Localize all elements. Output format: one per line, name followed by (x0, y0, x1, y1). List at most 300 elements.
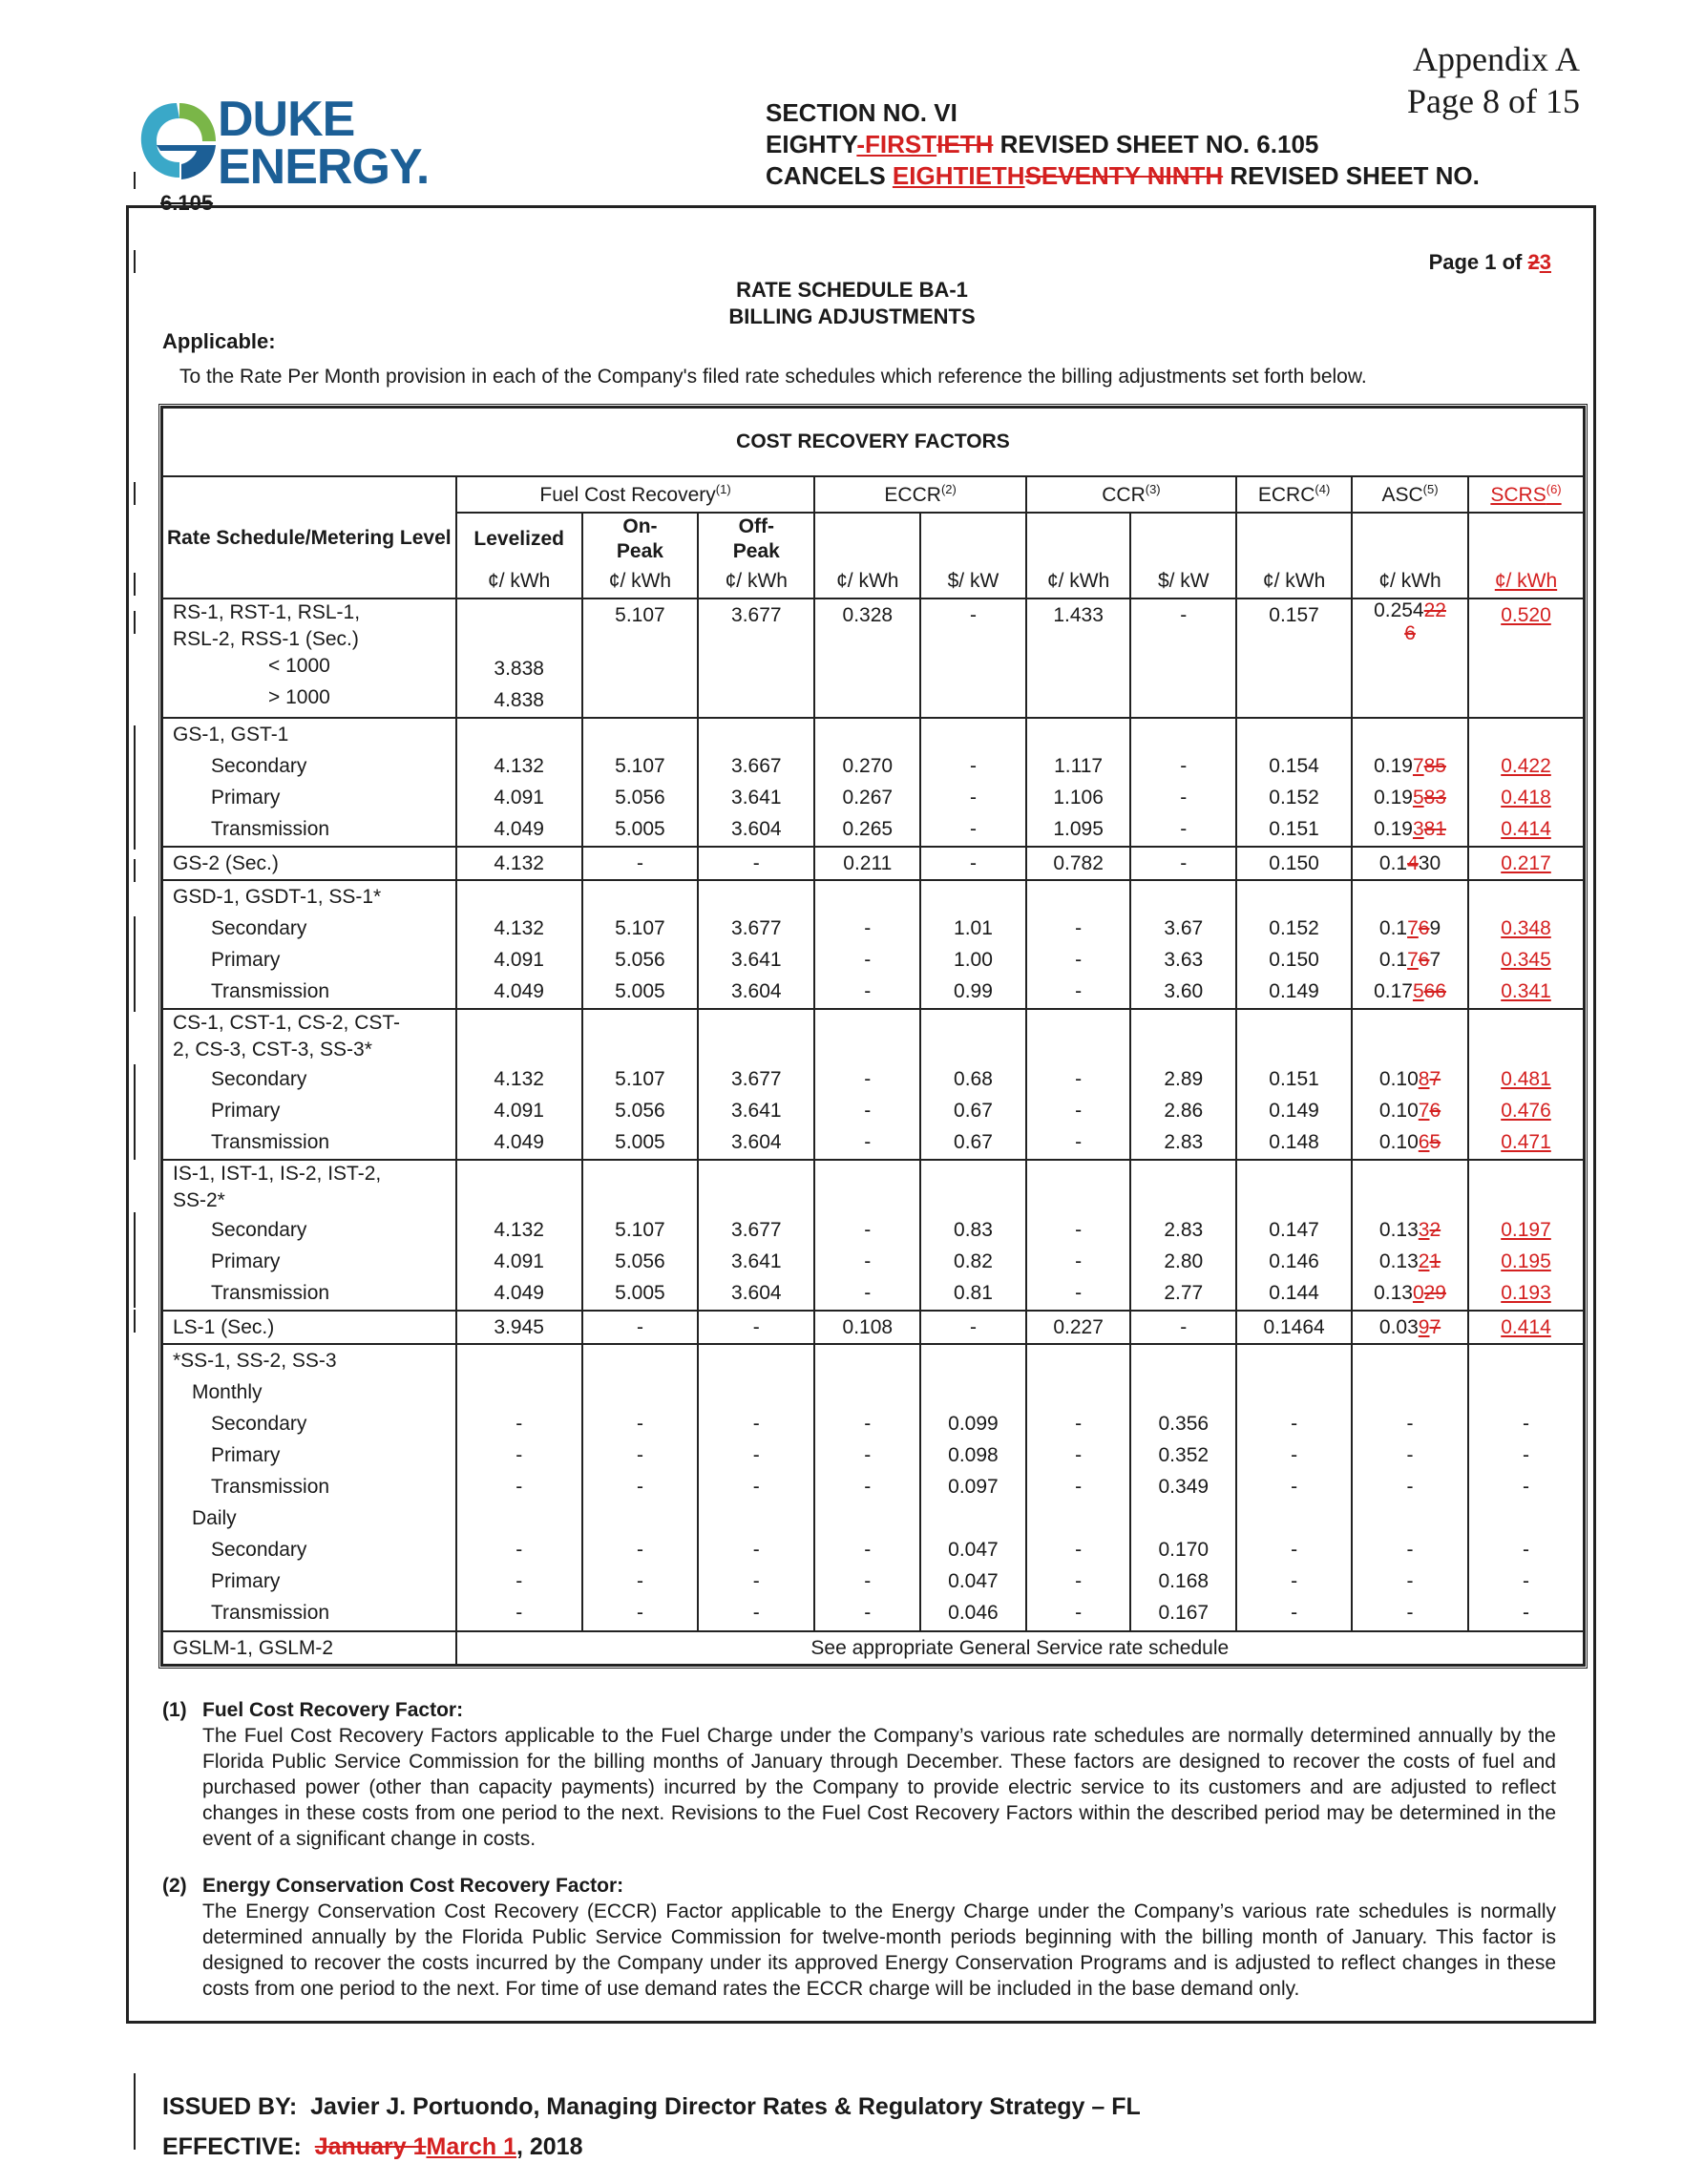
page-insert: 3 (1539, 250, 1551, 274)
asc-base: 0.19 (1374, 754, 1413, 777)
ss-dash: - (515, 1569, 523, 1592)
is-ccr-kw: 2.80 (1164, 1250, 1204, 1272)
gs1-ccr: 1.106 (1053, 786, 1104, 808)
gsd-asc (1353, 944, 1467, 976)
gs1-on: 5.005 (615, 817, 665, 840)
ss-dash: - (636, 1601, 643, 1624)
cancels-sheet (766, 160, 1480, 192)
fuel-sup: (1) (715, 482, 731, 496)
unit-eccr-kwh: ¢/ kWh (814, 564, 920, 598)
asc-ins: 7 (1418, 1099, 1430, 1122)
fuel-header (456, 476, 815, 513)
cs-lev: 4.091 (494, 1099, 544, 1122)
applicable-label: Applicable: (162, 329, 276, 353)
ss-dash: - (1406, 1475, 1414, 1498)
cs-off: 3.677 (731, 1067, 782, 1090)
cs-ccr: - (1075, 1130, 1083, 1153)
ls-off: - (752, 1315, 760, 1338)
cs-eccr-kw: 0.68 (954, 1067, 993, 1090)
ss-dash: - (1523, 1569, 1529, 1592)
appendix-title: Appendix A (1413, 40, 1580, 78)
gs1-eccr-kw: - (969, 754, 977, 777)
gsd-scrs: 0.348 (1501, 916, 1551, 939)
ss-dash: - (1075, 1601, 1083, 1624)
ss-dash: - (1523, 1538, 1529, 1561)
asc-base: 0.10 (1378, 1067, 1419, 1090)
eccr-sup: (2) (940, 482, 957, 496)
gs1-ccr-kw: - (1180, 817, 1188, 840)
gs1-ecrc: 0.152 (1269, 786, 1319, 808)
unit-ecrc: ¢/ kWh (1236, 564, 1352, 598)
gs1-ccr: 1.117 (1054, 754, 1104, 777)
gsd-secondary-label: Secondary (211, 916, 307, 939)
gs1-ccr-kw: - (1180, 754, 1188, 777)
asc-del: 7 (1429, 1315, 1441, 1338)
asc-del: 85 (1423, 754, 1446, 777)
ss-dash: - (1523, 1475, 1529, 1498)
gs1-primary-label: Primary (211, 786, 281, 808)
on-peak-header: On-Peak (582, 513, 698, 564)
scrs-header-text: SCRS (1490, 484, 1546, 506)
cs-asc (1353, 1095, 1467, 1126)
ss-eccr-kw: 0.047 (948, 1569, 999, 1592)
is-ccr: - (1075, 1250, 1083, 1272)
page-delete: 2 (1527, 250, 1540, 274)
issued-block (162, 2087, 1141, 2167)
ccr-sup: (3) (1145, 482, 1161, 496)
ss-dash: - (1406, 1443, 1414, 1466)
is-on: 5.107 (615, 1218, 665, 1241)
asc-del: 6 (1429, 1099, 1441, 1122)
asc-ins: 3 (1412, 817, 1424, 840)
gs1-ecrc: 0.154 (1269, 754, 1319, 777)
eccr-header (814, 476, 1025, 513)
schedule-title (0, 277, 1704, 330)
fuel-header-text: Fuel Cost Recovery (539, 484, 716, 506)
is-transmission-label: Transmission (211, 1281, 330, 1304)
ccr-header-text: CCR (1102, 484, 1146, 506)
ls-asc (1353, 1312, 1467, 1343)
ss-label: *SS-1, SS-2, SS-3 (173, 1349, 337, 1372)
ss-dash: - (1523, 1601, 1529, 1624)
ecrc-header-text: ECRC (1257, 484, 1315, 506)
is-ccr-kw: 2.83 (1164, 1218, 1204, 1241)
is-ccr: - (1075, 1218, 1083, 1241)
gs2-eccr-kw: - (969, 851, 977, 874)
ss-dash: - (1291, 1412, 1298, 1435)
is-asc (1353, 1214, 1467, 1246)
asc-del: 81 (1423, 817, 1446, 840)
gsd-eccr: - (864, 916, 872, 939)
gsd-lev: 4.049 (494, 979, 544, 1002)
off-peak-header: Off-Peak (698, 513, 814, 564)
gs2-ecrc: 0.150 (1269, 851, 1319, 874)
ss-dash: - (864, 1412, 872, 1435)
is-scrs: 0.195 (1501, 1250, 1551, 1272)
scrs-sup: (6) (1546, 482, 1562, 496)
gs2-ccr-kw: - (1180, 851, 1188, 874)
asc-del: 6 (1418, 916, 1430, 939)
cs-ecrc: 0.151 (1269, 1067, 1319, 1090)
footnote-title: Energy Conservation Cost Recovery Factor: (202, 1875, 624, 1897)
asc-del: 2 (1429, 1218, 1441, 1241)
rs-asc-del2: 6 (1404, 622, 1416, 644)
footnote-title: Fuel Cost Recovery Factor: (202, 1699, 464, 1721)
cs-asc (1353, 1063, 1467, 1095)
cs-lev: 4.132 (494, 1067, 544, 1090)
cs-on: 5.056 (615, 1099, 665, 1122)
asc-del: 5 (1429, 1130, 1441, 1153)
cs-label-2: 2, CS-3, CST-3, SS-3* (173, 1038, 372, 1060)
ss-daily-primary: Primary (211, 1569, 281, 1592)
is-ccr-kw: 2.77 (1164, 1281, 1204, 1304)
cs-eccr: - (864, 1099, 872, 1122)
rs-asc-del: 22 (1423, 599, 1446, 621)
is-eccr: - (864, 1250, 872, 1272)
table-title: COST RECOVERY FACTORS (162, 408, 1584, 476)
is-group (162, 1160, 1584, 1311)
issued-by (162, 2087, 1141, 2127)
gs2-asc (1353, 848, 1467, 879)
ss-eccr-kw: 0.097 (948, 1475, 999, 1498)
is-ccr: - (1075, 1281, 1083, 1304)
footnote-number: (2) (162, 1875, 187, 1897)
cancels-suffix: REVISED SHEET NO. (1223, 161, 1480, 190)
rs-group (162, 598, 1584, 718)
is-lev: 4.132 (494, 1218, 544, 1241)
is-off: 3.677 (731, 1218, 782, 1241)
ls-ccr: 0.227 (1053, 1315, 1104, 1338)
gsd-lev: 4.132 (494, 916, 544, 939)
gsd-eccr: - (864, 948, 872, 971)
gsd-asc (1353, 913, 1467, 944)
cs-on: 5.005 (615, 1130, 665, 1153)
gs1-secondary-label: Secondary (211, 754, 307, 777)
ss-daily-label: Daily (192, 1506, 237, 1529)
ss-dash: - (864, 1475, 872, 1498)
is-scrs: 0.197 (1501, 1218, 1551, 1241)
gs1-asc (1353, 750, 1467, 782)
asc-ins: 3 (1418, 1218, 1430, 1241)
levelized-header: Levelized (456, 513, 582, 564)
rs-eccr-kw: - (969, 604, 977, 626)
gs1-off: 3.604 (731, 817, 782, 840)
ss-ccr-kw: 0.167 (1158, 1601, 1210, 1624)
gs1-ecrc: 0.151 (1269, 817, 1319, 840)
gs1-off: 3.641 (731, 786, 782, 808)
footnote-2 (162, 1873, 1556, 2002)
asc-del: 83 (1423, 786, 1446, 808)
gsd-off: 3.677 (731, 916, 782, 939)
ss-dash: - (636, 1538, 643, 1561)
gs1-eccr: 0.270 (842, 754, 894, 777)
ss-dash: - (1075, 1569, 1083, 1592)
revised-suffix: REVISED SHEET NO. 6.105 (993, 130, 1319, 158)
cs-transmission-label: Transmission (211, 1130, 330, 1153)
rs-ccr: 1.433 (1053, 604, 1104, 626)
is-ecrc: 0.147 (1269, 1218, 1319, 1241)
issued-label: ISSUED BY: (162, 2093, 298, 2120)
cs-ccr-kw: 2.89 (1164, 1067, 1204, 1090)
asc-del: 1 (1429, 1250, 1441, 1272)
asc-base: 0.17 (1374, 979, 1413, 1002)
scrs-header (1468, 476, 1584, 513)
cancels-insert: EIGHTIETH (892, 161, 1025, 190)
asc-base: 0.13 (1374, 1281, 1413, 1304)
change-bar (134, 2073, 136, 2150)
appendix-page: Page 8 of 15 (1407, 82, 1580, 120)
ls-row (162, 1311, 1584, 1344)
ls-eccr-kw: - (969, 1315, 977, 1338)
gs1-ccr-kw: - (1180, 786, 1188, 808)
asc-del: 6 (1418, 948, 1430, 971)
asc-header (1352, 476, 1468, 513)
ss-ccr-kw: 0.352 (1158, 1443, 1210, 1466)
gsd-eccr-kw: 1.00 (954, 948, 993, 971)
gs1-scrs: 0.418 (1501, 786, 1551, 808)
gsd-asc (1353, 976, 1467, 1007)
is-on: 5.005 (615, 1281, 665, 1304)
ss-dash: - (1406, 1412, 1414, 1435)
is-asc (1353, 1246, 1467, 1277)
asc-ins: 7 (1412, 754, 1424, 777)
sheet-header (766, 97, 1480, 192)
gsd-ecrc: 0.150 (1269, 948, 1319, 971)
applicable-text: To the Rate Per Month provision in each of the Company's filed rate schedules which reference the billing adjustments set forth below. (179, 366, 1367, 388)
footnotes (162, 1697, 1556, 2002)
schedule-page-number (1429, 250, 1551, 275)
cs-group (162, 1009, 1584, 1160)
cost-recovery-table (158, 404, 1588, 1669)
cs-asc (1353, 1126, 1467, 1158)
ss-ccr-kw: 0.170 (1158, 1538, 1210, 1561)
ccr-header (1026, 476, 1236, 513)
asc-del: 7 (1429, 1067, 1441, 1090)
ss-dash: - (752, 1412, 760, 1435)
cs-eccr: - (864, 1130, 872, 1153)
ss-dash: - (636, 1412, 643, 1435)
ss-dash: - (1406, 1569, 1414, 1592)
asc-tail: 30 (1418, 851, 1441, 874)
asc-ins: 5 (1412, 786, 1424, 808)
ss-dash: - (752, 1601, 760, 1624)
ss-monthly-secondary: Secondary (211, 1412, 307, 1435)
ss-eccr-kw: 0.046 (948, 1601, 999, 1624)
logo-wordmark (218, 92, 430, 195)
asc-base: 0.1 (1378, 851, 1408, 874)
is-eccr: - (864, 1218, 872, 1241)
effective-insert: March 1 (426, 2133, 516, 2160)
footnote-number: (1) (162, 1699, 187, 1721)
gsd-label: GSD-1, GSDT-1, SS-1* (173, 885, 382, 908)
ss-dash: - (1291, 1538, 1298, 1561)
is-ecrc: 0.146 (1269, 1250, 1319, 1272)
is-eccr: - (864, 1281, 872, 1304)
ss-dash: - (864, 1538, 872, 1561)
gsd-scrs: 0.345 (1501, 948, 1551, 971)
ss-dash: - (752, 1538, 760, 1561)
gsd-on: 5.005 (615, 979, 665, 1002)
asc-base: 0.10 (1378, 1130, 1419, 1153)
gs1-eccr: 0.265 (842, 817, 894, 840)
ss-dash: - (1075, 1443, 1083, 1466)
gs1-scrs: 0.422 (1501, 754, 1551, 777)
asc-sup: (5) (1422, 482, 1439, 496)
gsd-lev: 4.091 (494, 948, 544, 971)
cs-eccr: - (864, 1067, 872, 1090)
ss-dash: - (636, 1569, 643, 1592)
ss-eccr-kw: 0.098 (948, 1443, 999, 1466)
rs-eccr: 0.328 (842, 604, 894, 626)
gsd-scrs: 0.341 (1501, 979, 1551, 1002)
ss-dash: - (636, 1475, 643, 1498)
gsd-ecrc: 0.149 (1269, 979, 1319, 1002)
cs-ccr-kw: 2.86 (1164, 1099, 1204, 1122)
gs2-ccr: 0.782 (1053, 851, 1104, 874)
ss-dash: - (636, 1443, 643, 1466)
footnote-body: The Energy Conservation Cost Recovery (ECCR) Factor applicable to the Energy Charge under the Company’s various rate schedules is normally determined annually by the Florida Public Service Commission for twelve-month periods beginning with the billing month of January. This factor is designed to recover the costs incurred by the Company under its approved Energy Conservation Programs and is adjusted to reflect changes in these costs from one period to the next. For time of use demand rates the ECCR charge will be included in the base demand only. (202, 1900, 1556, 2000)
ls-on: - (636, 1315, 643, 1338)
gsd-primary-label: Primary (211, 948, 281, 971)
ss-dash: - (515, 1538, 523, 1561)
asc-del: 4 (1407, 851, 1419, 874)
is-label-1: IS-1, IST-1, IS-2, IST-2, (173, 1162, 382, 1185)
gsd-group (162, 880, 1584, 1009)
schedule-title-line1: RATE SCHEDULE BA-1 (736, 278, 968, 302)
cs-label-1: CS-1, CST-1, CS-2, CST- (173, 1011, 401, 1034)
cs-scrs: 0.476 (1501, 1099, 1551, 1122)
footnote-body: The Fuel Cost Recovery Factors applicable to the Fuel Charge under the Company’s various rate schedules are normally determined annually by the Florida Public Service Commission for the billing months of January through December. These factors are designed to recover the costs of fuel and purchased power (other than capacity payments) incurred by the Company to provide electric service to its customers and are adjusted to reflect changes in these costs from one period to the next. Revisions to the Fuel Cost Recovery Factors within the described period may be determined in the event of a significant change in costs. (202, 1725, 1556, 1850)
cancels-prefix: CANCELS (766, 161, 893, 190)
ss-dash: - (1075, 1412, 1083, 1435)
ls-scrs: 0.414 (1501, 1315, 1551, 1338)
asc-ins: 0 (1412, 1281, 1424, 1304)
issued-name: Javier J. Portuondo, Managing Director Rates & Regulatory Strategy – FL (310, 2093, 1141, 2120)
gs1-label: GS-1, GST-1 (173, 723, 289, 746)
gsd-eccr-kw: 0.99 (954, 979, 993, 1002)
ss-dash: - (515, 1601, 523, 1624)
gs1-asc (1353, 813, 1467, 845)
ss-group (162, 1344, 1584, 1631)
ss-monthly-transmission: Transmission (211, 1475, 330, 1498)
asc-base: 0.10 (1378, 1099, 1419, 1122)
cancels-delete: SEVENTY NINTH (1024, 161, 1224, 190)
ss-dash: - (515, 1475, 523, 1498)
gs1-ccr: 1.095 (1053, 817, 1104, 840)
ecrc-header (1236, 476, 1352, 513)
cs-lev: 4.049 (494, 1130, 544, 1153)
revised-insert: -FIRST (856, 130, 937, 158)
revised-delete: IETH (936, 130, 994, 158)
gsd-ccr-kw: 3.63 (1164, 948, 1204, 971)
ss-monthly-label: Monthly (192, 1380, 263, 1403)
gsd-ccr: - (1075, 979, 1083, 1002)
gs1-on: 5.107 (615, 754, 665, 777)
cs-on: 5.107 (615, 1067, 665, 1090)
asc-base: 0.13 (1378, 1218, 1419, 1241)
section-number: SECTION NO. VI (766, 98, 957, 127)
change-bar (134, 172, 136, 189)
ss-dash: - (1291, 1569, 1298, 1592)
gs2-off: - (752, 851, 760, 874)
cs-ecrc: 0.148 (1269, 1130, 1319, 1153)
rs-off-peak: 3.677 (731, 604, 782, 626)
cs-scrs: 0.471 (1501, 1130, 1551, 1153)
asc-base: 0.19 (1374, 817, 1413, 840)
asc-header-text: ASC (1381, 484, 1423, 506)
ss-dash: - (1291, 1601, 1298, 1624)
effective-delete: January 1 (314, 2133, 427, 2160)
is-primary-label: Primary (211, 1250, 281, 1272)
asc-ins: 9 (1418, 1315, 1430, 1338)
gs2-on: - (636, 851, 643, 874)
asc-ins: 7 (1407, 948, 1419, 971)
rs-on-peak: 5.107 (615, 604, 665, 626)
asc-tail: 9 (1429, 916, 1441, 939)
rs-levelized-over: 4.838 (494, 689, 544, 711)
unit-ccr-kw: $/ kW (1130, 564, 1236, 598)
is-off: 3.604 (731, 1281, 782, 1304)
cs-ccr: - (1075, 1067, 1083, 1090)
cs-eccr-kw: 0.67 (954, 1099, 993, 1122)
ss-dash: - (1406, 1538, 1414, 1561)
ss-daily-transmission: Transmission (211, 1601, 330, 1624)
logo-word-duke: DUKE (218, 92, 355, 147)
ss-eccr-kw: 0.047 (948, 1538, 999, 1561)
ss-ccr-kw: 0.349 (1158, 1475, 1210, 1498)
unit-on-peak: ¢/ kWh (582, 564, 698, 598)
gs1-transmission-label: Transmission (211, 817, 330, 840)
rs-label-over-1000: > 1000 (268, 686, 330, 708)
rs-label-1: RS-1, RST-1, RSL-1, (173, 601, 361, 623)
unit-ccr-kwh: ¢/ kWh (1026, 564, 1131, 598)
cs-off: 3.604 (731, 1130, 782, 1153)
gs1-on: 5.056 (615, 786, 665, 808)
asc-ins: 7 (1407, 916, 1419, 939)
gsd-eccr-kw: 1.01 (954, 916, 993, 939)
gs1-off: 3.667 (731, 754, 782, 777)
gsd-off: 3.641 (731, 948, 782, 971)
gsd-ccr-kw: 3.60 (1164, 979, 1204, 1002)
cs-ecrc: 0.149 (1269, 1099, 1319, 1122)
gs2-lev: 4.132 (494, 851, 544, 874)
ss-dash: - (864, 1443, 872, 1466)
gs1-eccr: 0.267 (842, 786, 894, 808)
schedule-title-line2: BILLING ADJUSTMENTS (728, 304, 976, 328)
rs-levelized-under: 3.838 (494, 658, 544, 680)
ss-dash: - (515, 1412, 523, 1435)
ss-dash: - (1075, 1475, 1083, 1498)
is-lev: 4.091 (494, 1250, 544, 1272)
gslm-row (162, 1631, 1584, 1665)
rs-asc-base: 0.254 (1374, 599, 1424, 621)
page-prefix: Page 1 of (1428, 250, 1528, 274)
ss-ccr-kw: 0.356 (1158, 1412, 1210, 1435)
gsd-ccr: - (1075, 916, 1083, 939)
gsd-on: 5.056 (615, 948, 665, 971)
unit-asc: ¢/ kWh (1352, 564, 1468, 598)
is-eccr-kw: 0.83 (954, 1218, 993, 1241)
asc-ins: 5 (1412, 979, 1424, 1002)
logo-word-energy: ENERGY. (218, 139, 430, 195)
effective-label: EFFECTIVE: (162, 2133, 302, 2160)
gs1-eccr-kw: - (969, 817, 977, 840)
gsd-ccr-kw: 3.67 (1164, 916, 1204, 939)
asc-base: 0.13 (1378, 1250, 1419, 1272)
ss-daily-secondary: Secondary (211, 1538, 307, 1561)
gsd-eccr: - (864, 979, 872, 1002)
is-lev: 4.049 (494, 1281, 544, 1304)
